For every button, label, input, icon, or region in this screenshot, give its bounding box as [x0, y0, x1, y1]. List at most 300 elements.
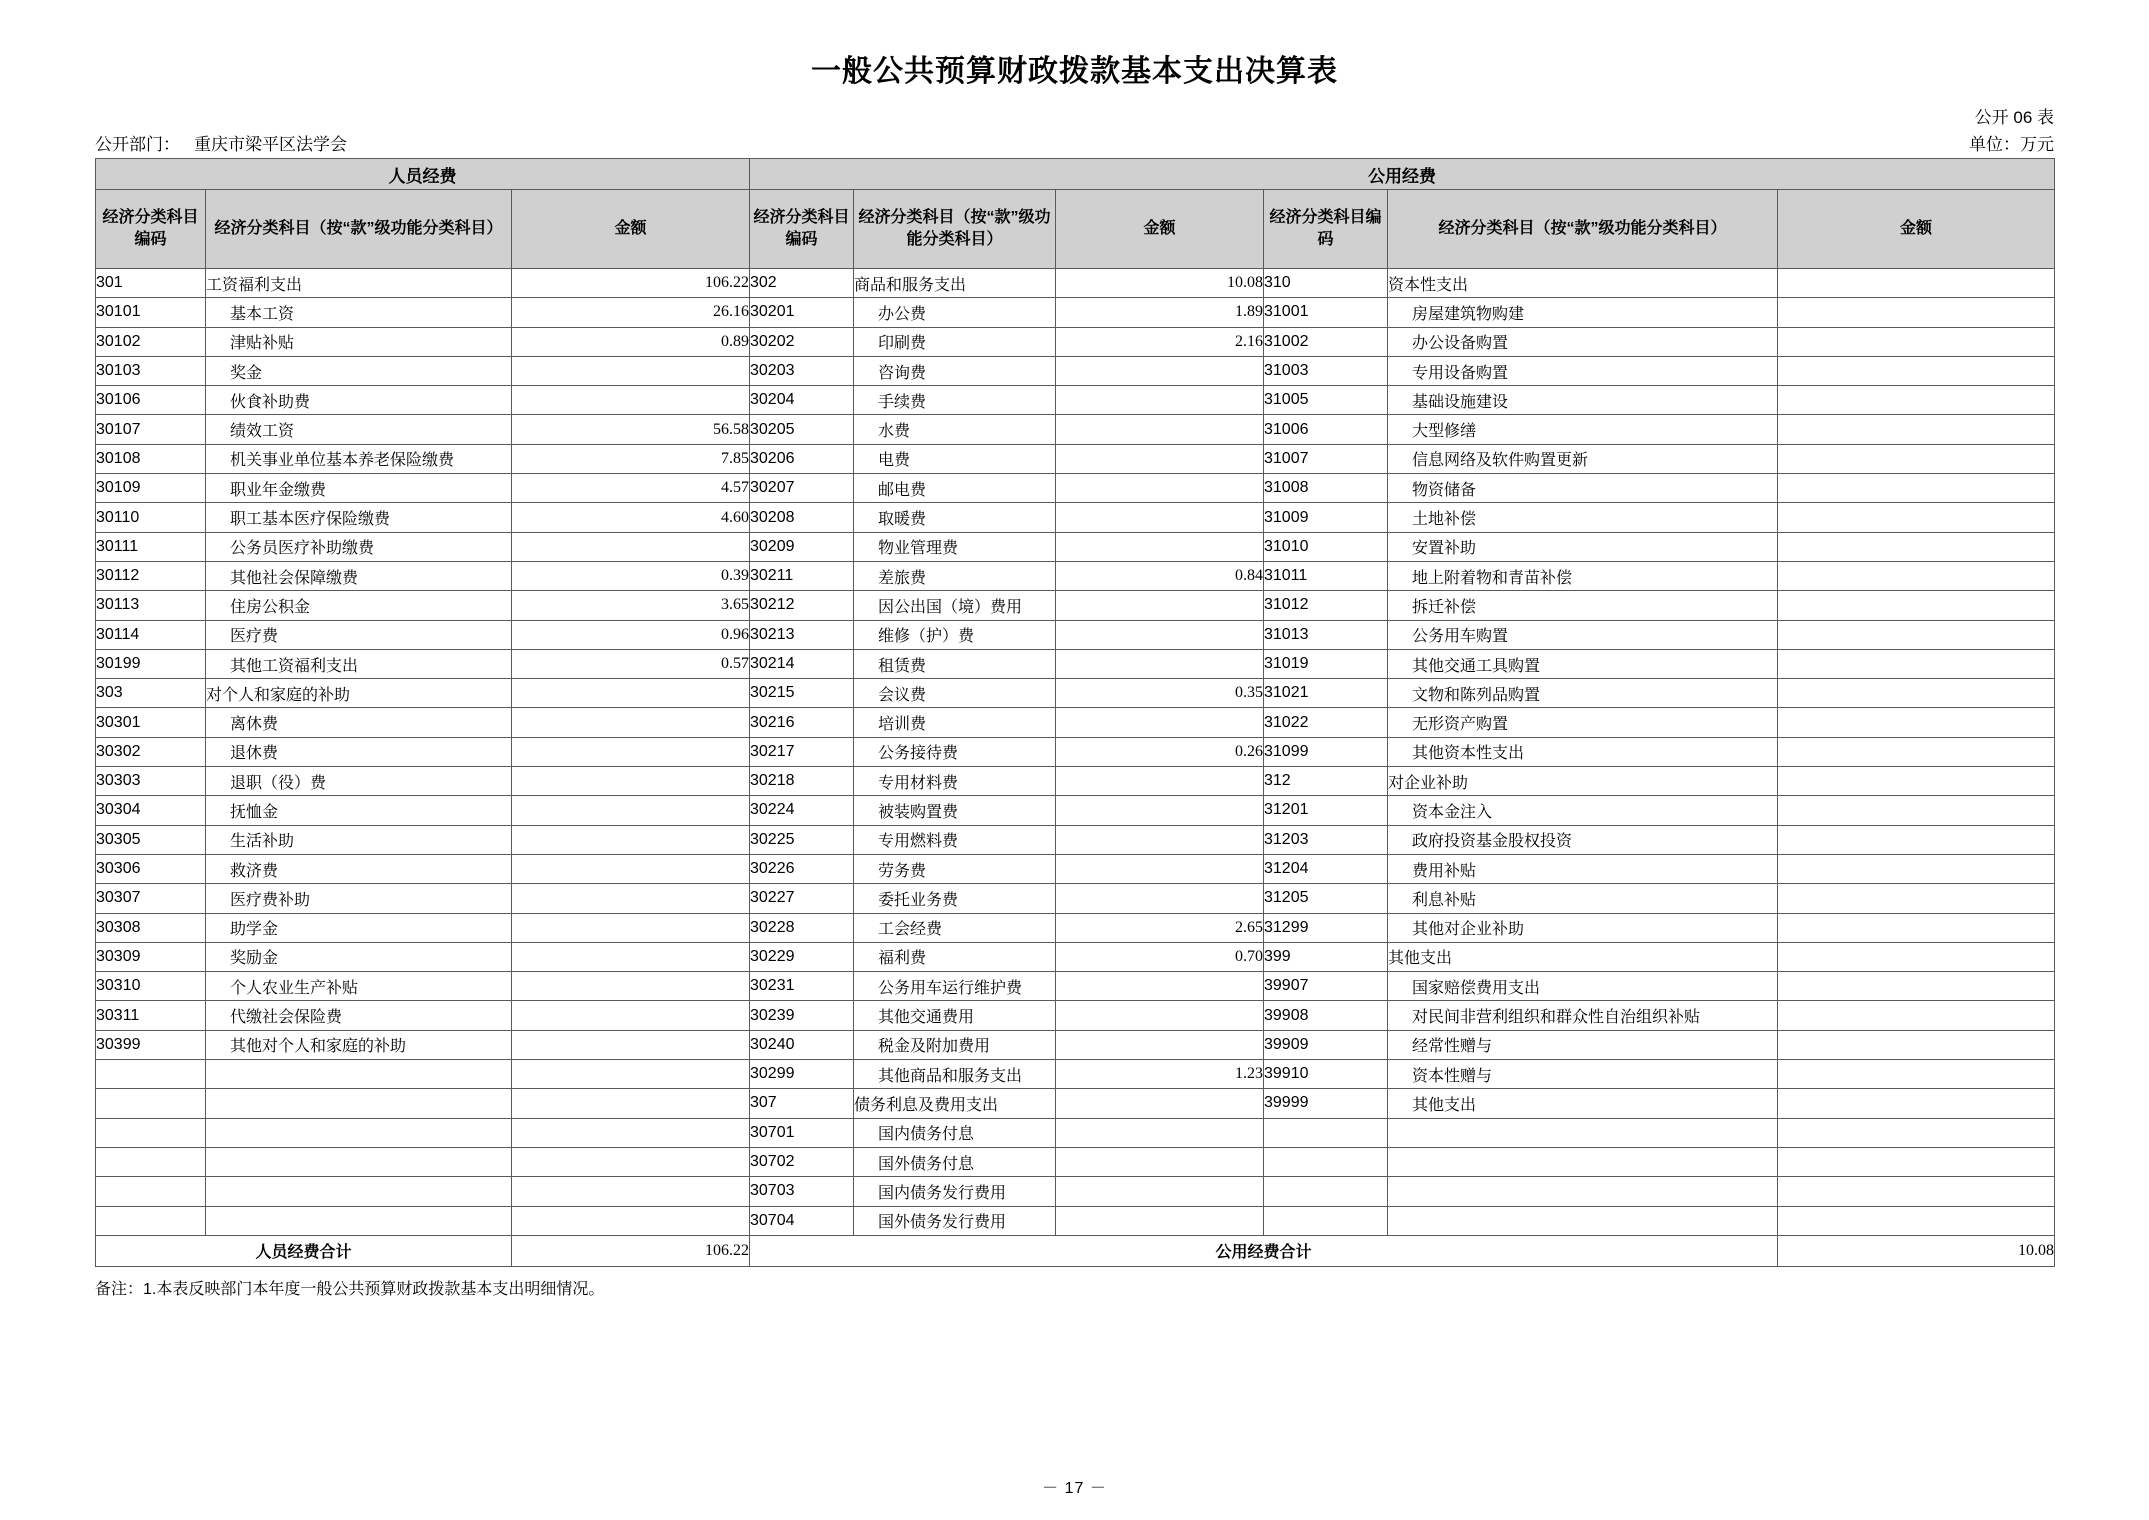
- cell-subject-name: 公务接待费: [854, 737, 1056, 766]
- cell-code: 30213: [750, 620, 854, 649]
- cell-code: 30306: [96, 854, 206, 883]
- cell-amount: [1778, 532, 2055, 561]
- table-row: [96, 591, 2055, 620]
- cell-subject-name: 伙食补助费: [206, 386, 512, 415]
- cell-amount: [1778, 298, 2055, 327]
- table-row: [96, 1060, 2055, 1089]
- cell-amount: 0.84: [1056, 561, 1264, 590]
- table-row: [96, 972, 2055, 1001]
- table-row: [96, 327, 2055, 356]
- cell-code: 39907: [1264, 972, 1388, 1001]
- cell-amount: [1778, 561, 2055, 590]
- cell-code: 30103: [96, 356, 206, 385]
- page-title: 一般公共预算财政拨款基本支出决算表: [811, 55, 1338, 88]
- cell-code: 30310: [96, 972, 206, 1001]
- cell-code: 30228: [750, 913, 854, 942]
- cell-subject-name: 取暖费: [854, 503, 1056, 532]
- cell-subject-name: 大型修缮: [1388, 415, 1778, 444]
- cell-code: 31007: [1264, 444, 1388, 473]
- cell-code: 30231: [750, 972, 854, 1001]
- cell-subject-name: 被装购置费: [854, 796, 1056, 825]
- cell-code: 30201: [750, 298, 854, 327]
- table-row: [96, 854, 2055, 883]
- table-row: [96, 825, 2055, 854]
- cell-subject-name: 助学金: [206, 913, 512, 942]
- cell-code: 30211: [750, 561, 854, 590]
- table-row: [96, 649, 2055, 678]
- cell-code: 30110: [96, 503, 206, 532]
- cell-subject-name: [1388, 1118, 1778, 1147]
- cell-code: 30209: [750, 532, 854, 561]
- cell-amount: [1778, 884, 2055, 913]
- cell-amount: [1056, 1206, 1264, 1235]
- cell-amount: [1778, 737, 2055, 766]
- cell-subject-name: 国内债务付息: [854, 1118, 1056, 1147]
- public-total-amount: 10.08: [1778, 1235, 2055, 1266]
- cell-code: 39908: [1264, 1001, 1388, 1030]
- cell-amount: 26.16: [512, 298, 750, 327]
- cell-code: 399: [1264, 942, 1388, 971]
- table-row: [96, 884, 2055, 913]
- cell-subject-name: 债务利息及费用支出: [854, 1089, 1056, 1118]
- cell-subject-name: 办公费: [854, 298, 1056, 327]
- cell-code: 30311: [96, 1001, 206, 1030]
- cell-amount: [512, 972, 750, 1001]
- cell-subject-name: 其他对企业补助: [1388, 913, 1778, 942]
- cell-code: 30229: [750, 942, 854, 971]
- cell-subject-name: 委托业务费: [854, 884, 1056, 913]
- cell-subject-name: 其他交通费用: [854, 1001, 1056, 1030]
- cell-code: 30240: [750, 1030, 854, 1059]
- cell-code: 31008: [1264, 474, 1388, 503]
- cell-subject-name: 手续费: [854, 386, 1056, 415]
- cell-amount: 0.26: [1056, 737, 1264, 766]
- cell-amount: [1778, 1089, 2055, 1118]
- cell-subject-name: 其他交通工具购置: [1388, 649, 1778, 678]
- cell-subject-name: 退职（役）费: [206, 767, 512, 796]
- department-line: [95, 131, 347, 158]
- cell-subject-name: 其他对个人和家庭的补助: [206, 1030, 512, 1059]
- cell-subject-name: 对民间非营利组织和群众性自治组织补贴: [1388, 1001, 1778, 1030]
- table-row: [96, 561, 2055, 590]
- cell-amount: [1778, 1147, 2055, 1176]
- cell-amount: [512, 532, 750, 561]
- cell-amount: 1.89: [1056, 298, 1264, 327]
- cell-code: 31201: [1264, 796, 1388, 825]
- cell-subject-name: 医疗费补助: [206, 884, 512, 913]
- cell-amount: [1778, 356, 2055, 385]
- cell-amount: [512, 796, 750, 825]
- cell-code: 30218: [750, 767, 854, 796]
- cell-code: 31010: [1264, 532, 1388, 561]
- cell-subject-name: 国外债务发行费用: [854, 1206, 1056, 1235]
- cell-subject-name: [206, 1118, 512, 1147]
- cell-code: [1264, 1177, 1388, 1206]
- cell-code: 30239: [750, 1001, 854, 1030]
- cell-code: 30208: [750, 503, 854, 532]
- cell-amount: [1778, 1118, 2055, 1147]
- cell-code: 30113: [96, 591, 206, 620]
- cell-code: 30199: [96, 649, 206, 678]
- cell-amount: [1778, 767, 2055, 796]
- header-amount-2: 金额: [1056, 190, 1264, 269]
- cell-subject-name: 劳务费: [854, 854, 1056, 883]
- cell-code: 310: [1264, 269, 1388, 298]
- cell-amount: [1056, 796, 1264, 825]
- cell-code: 31006: [1264, 415, 1388, 444]
- table-row: [96, 1001, 2055, 1030]
- cell-amount: [512, 913, 750, 942]
- cell-amount: 2.16: [1056, 327, 1264, 356]
- header-code-1: 经济分类科目编码: [96, 190, 206, 269]
- cell-code: 39999: [1264, 1089, 1388, 1118]
- cell-subject-name: 其他社会保障缴费: [206, 561, 512, 590]
- cell-code: 30299: [750, 1060, 854, 1089]
- table-row: [96, 532, 2055, 561]
- cell-subject-name: 国家赔偿费用支出: [1388, 972, 1778, 1001]
- cell-subject-name: 信息网络及软件购置更新: [1388, 444, 1778, 473]
- cell-amount: 0.39: [512, 561, 750, 590]
- cell-subject-name: [1388, 1206, 1778, 1235]
- cell-code: 31022: [1264, 708, 1388, 737]
- cell-amount: [512, 708, 750, 737]
- cell-subject-name: 公务用车购置: [1388, 620, 1778, 649]
- cell-subject-name: 无形资产购置: [1388, 708, 1778, 737]
- cell-amount: [1056, 1001, 1264, 1030]
- cell-subject-name: 救济费: [206, 854, 512, 883]
- cell-amount: 56.58: [512, 415, 750, 444]
- cell-code: 301: [96, 269, 206, 298]
- table-row: [96, 796, 2055, 825]
- cell-code: 303: [96, 679, 206, 708]
- table-row: [96, 679, 2055, 708]
- cell-subject-name: 资本性赠与: [1388, 1060, 1778, 1089]
- cell-amount: [1778, 474, 2055, 503]
- cell-code: 30102: [96, 327, 206, 356]
- cell-amount: 10.08: [1056, 269, 1264, 298]
- cell-code: 31021: [1264, 679, 1388, 708]
- cell-code: 30106: [96, 386, 206, 415]
- table-row: [96, 444, 2055, 473]
- cell-code: 31205: [1264, 884, 1388, 913]
- meta-right: [1969, 104, 2054, 158]
- cell-code: 302: [750, 269, 854, 298]
- meta-row: [95, 104, 2054, 158]
- cell-amount: 106.22: [512, 269, 750, 298]
- cell-subject-name: 住房公积金: [206, 591, 512, 620]
- cell-code: 30305: [96, 825, 206, 854]
- cell-amount: [1778, 269, 2055, 298]
- cell-code: [1264, 1206, 1388, 1235]
- cell-amount: [512, 1089, 750, 1118]
- cell-code: 30304: [96, 796, 206, 825]
- cell-amount: [512, 356, 750, 385]
- cell-code: 30111: [96, 532, 206, 561]
- cell-code: 30203: [750, 356, 854, 385]
- cell-code: 31299: [1264, 913, 1388, 942]
- cell-amount: 0.57: [512, 649, 750, 678]
- totals-row: [96, 1235, 2055, 1266]
- cell-amount: [1778, 1001, 2055, 1030]
- cell-subject-name: 专用设备购置: [1388, 356, 1778, 385]
- cell-subject-name: 电费: [854, 444, 1056, 473]
- cell-subject-name: 因公出国（境）费用: [854, 591, 1056, 620]
- cell-code: 30701: [750, 1118, 854, 1147]
- table-row: [96, 1147, 2055, 1176]
- cell-code: 30202: [750, 327, 854, 356]
- cell-amount: [1056, 854, 1264, 883]
- cell-subject-name: 专用材料费: [854, 767, 1056, 796]
- cell-subject-name: 国外债务付息: [854, 1147, 1056, 1176]
- cell-amount: [1056, 386, 1264, 415]
- cell-subject-name: 津贴补贴: [206, 327, 512, 356]
- cell-amount: [1056, 532, 1264, 561]
- cell-subject-name: 拆迁补偿: [1388, 591, 1778, 620]
- cell-code: [96, 1089, 206, 1118]
- cell-subject-name: 物资储备: [1388, 474, 1778, 503]
- cell-subject-name: 基本工资: [206, 298, 512, 327]
- cell-code: [96, 1177, 206, 1206]
- cell-subject-name: 经常性赠与: [1388, 1030, 1778, 1059]
- cell-amount: [1056, 1089, 1264, 1118]
- cell-subject-name: [206, 1147, 512, 1176]
- cell-amount: [512, 1001, 750, 1030]
- page-number: － 17 －: [1042, 1480, 1107, 1497]
- cell-code: 39910: [1264, 1060, 1388, 1089]
- table-row: [96, 737, 2055, 766]
- cell-amount: [1056, 1030, 1264, 1059]
- cell-amount: [512, 884, 750, 913]
- cell-code: 31003: [1264, 356, 1388, 385]
- cell-subject-name: 物业管理费: [854, 532, 1056, 561]
- cell-amount: [1778, 1030, 2055, 1059]
- cell-subject-name: 公务员医疗补助缴费: [206, 532, 512, 561]
- cell-subject-name: [206, 1089, 512, 1118]
- cell-amount: [1778, 913, 2055, 942]
- cell-subject-name: 印刷费: [854, 327, 1056, 356]
- cell-code: 31013: [1264, 620, 1388, 649]
- cell-amount: 0.89: [512, 327, 750, 356]
- cell-amount: [1778, 649, 2055, 678]
- cell-amount: [1778, 620, 2055, 649]
- group-header-row: [96, 159, 2055, 190]
- cell-amount: [1778, 327, 2055, 356]
- cell-amount: [1056, 1147, 1264, 1176]
- cell-subject-name: 奖金: [206, 356, 512, 385]
- cell-subject-name: 土地补偿: [1388, 503, 1778, 532]
- cell-subject-name: 机关事业单位基本养老保险缴费: [206, 444, 512, 473]
- cell-subject-name: [206, 1177, 512, 1206]
- cell-code: 30703: [750, 1177, 854, 1206]
- cell-subject-name: [1388, 1177, 1778, 1206]
- cell-subject-name: 培训费: [854, 708, 1056, 737]
- cell-code: 30307: [96, 884, 206, 913]
- cell-subject-name: 商品和服务支出: [854, 269, 1056, 298]
- cell-amount: [1778, 415, 2055, 444]
- cell-amount: [512, 1118, 750, 1147]
- cell-code: 30217: [750, 737, 854, 766]
- table-row: [96, 708, 2055, 737]
- cell-amount: [1056, 649, 1264, 678]
- budget-table: [95, 158, 2055, 1267]
- cell-code: 30207: [750, 474, 854, 503]
- cell-subject-name: 国内债务发行费用: [854, 1177, 1056, 1206]
- cell-amount: [1056, 1177, 1264, 1206]
- cell-subject-name: 维修（护）费: [854, 620, 1056, 649]
- cell-code: 31011: [1264, 561, 1388, 590]
- cell-subject-name: 资本金注入: [1388, 796, 1778, 825]
- cell-subject-name: 其他商品和服务支出: [854, 1060, 1056, 1089]
- cell-amount: 4.57: [512, 474, 750, 503]
- cell-subject-name: 税金及附加费用: [854, 1030, 1056, 1059]
- cell-amount: [1056, 972, 1264, 1001]
- cell-amount: [512, 386, 750, 415]
- cell-amount: 3.65: [512, 591, 750, 620]
- cell-code: 31009: [1264, 503, 1388, 532]
- cell-code: 312: [1264, 767, 1388, 796]
- table-row: [96, 942, 2055, 971]
- cell-code: 31012: [1264, 591, 1388, 620]
- cell-amount: [1778, 1206, 2055, 1235]
- table-row: [96, 269, 2055, 298]
- table-row: [96, 1206, 2055, 1235]
- cell-subject-name: 费用补贴: [1388, 854, 1778, 883]
- cell-subject-name: 个人农业生产补贴: [206, 972, 512, 1001]
- table-row: [96, 1177, 2055, 1206]
- cell-amount: 0.35: [1056, 679, 1264, 708]
- cell-subject-name: 水费: [854, 415, 1056, 444]
- cell-amount: [1778, 1177, 2055, 1206]
- cell-code: 30301: [96, 708, 206, 737]
- cell-amount: [1056, 884, 1264, 913]
- cell-code: 30107: [96, 415, 206, 444]
- table-row: [96, 503, 2055, 532]
- department-label: 公开部门：: [95, 135, 180, 154]
- table-note: 备注：1.本表反映部门本年度一般公共预算财政拨款基本支出明细情况。: [95, 1280, 605, 1298]
- cell-code: 31019: [1264, 649, 1388, 678]
- cell-code: 30212: [750, 591, 854, 620]
- cell-amount: [512, 1177, 750, 1206]
- cell-amount: [1778, 708, 2055, 737]
- cell-amount: [1056, 444, 1264, 473]
- cell-amount: [1056, 474, 1264, 503]
- cell-code: [96, 1118, 206, 1147]
- cell-amount: [512, 1030, 750, 1059]
- table-row: [96, 620, 2055, 649]
- group-header-public: 公用经费: [750, 159, 2055, 190]
- cell-amount: [1056, 620, 1264, 649]
- table-row: [96, 474, 2055, 503]
- cell-subject-name: 离休费: [206, 708, 512, 737]
- cell-subject-name: 文物和陈列品购置: [1388, 679, 1778, 708]
- cell-subject-name: 房屋建筑物购建: [1388, 298, 1778, 327]
- cell-subject-name: 奖励金: [206, 942, 512, 971]
- cell-code: [96, 1060, 206, 1089]
- cell-subject-name: 工会经费: [854, 913, 1056, 942]
- cell-subject-name: 其他资本性支出: [1388, 737, 1778, 766]
- form-number: 公开 06 表: [1974, 108, 2054, 127]
- cell-subject-name: 地上附着物和青苗补偿: [1388, 561, 1778, 590]
- table-row: [96, 356, 2055, 385]
- cell-code: 30108: [96, 444, 206, 473]
- cell-amount: [512, 737, 750, 766]
- cell-code: 30309: [96, 942, 206, 971]
- cell-amount: [1056, 708, 1264, 737]
- cell-amount: [512, 1206, 750, 1235]
- cell-code: 31001: [1264, 298, 1388, 327]
- cell-subject-name: 医疗费: [206, 620, 512, 649]
- cell-amount: [512, 1147, 750, 1176]
- cell-subject-name: [1388, 1147, 1778, 1176]
- cell-code: 30112: [96, 561, 206, 590]
- cell-subject-name: 资本性支出: [1388, 269, 1778, 298]
- cell-subject-name: 专用燃料费: [854, 825, 1056, 854]
- cell-subject-name: 咨询费: [854, 356, 1056, 385]
- cell-code: 30205: [750, 415, 854, 444]
- cell-subject-name: 基础设施建设: [1388, 386, 1778, 415]
- cell-subject-name: 租赁费: [854, 649, 1056, 678]
- cell-amount: [512, 825, 750, 854]
- header-amount-3: 金额: [1778, 190, 2055, 269]
- cell-code: 39909: [1264, 1030, 1388, 1059]
- cell-code: 30214: [750, 649, 854, 678]
- cell-amount: 7.85: [512, 444, 750, 473]
- cell-amount: [1778, 679, 2055, 708]
- cell-code: 30204: [750, 386, 854, 415]
- cell-code: [1264, 1118, 1388, 1147]
- cell-amount: [1056, 356, 1264, 385]
- cell-amount: 2.65: [1056, 913, 1264, 942]
- cell-code: 307: [750, 1089, 854, 1118]
- cell-amount: [1778, 854, 2055, 883]
- cell-code: 31002: [1264, 327, 1388, 356]
- cell-subject-name: 安置补助: [1388, 532, 1778, 561]
- table-row: [96, 913, 2055, 942]
- cell-subject-name: 福利费: [854, 942, 1056, 971]
- header-code-3: 经济分类科目编码: [1264, 190, 1388, 269]
- header-name-1: 经济分类科目（按“款”级功能分类科目）: [206, 190, 512, 269]
- cell-amount: [512, 767, 750, 796]
- cell-subject-name: 利息补贴: [1388, 884, 1778, 913]
- cell-amount: 1.23: [1056, 1060, 1264, 1089]
- cell-amount: 0.96: [512, 620, 750, 649]
- cell-subject-name: 对企业补助: [1388, 767, 1778, 796]
- cell-amount: [1056, 767, 1264, 796]
- cell-code: 30302: [96, 737, 206, 766]
- cell-amount: [512, 1060, 750, 1089]
- group-header-personnel: 人员经费: [96, 159, 750, 190]
- cell-subject-name: 差旅费: [854, 561, 1056, 590]
- cell-code: 30114: [96, 620, 206, 649]
- cell-amount: 4.60: [512, 503, 750, 532]
- cell-code: 30215: [750, 679, 854, 708]
- header-name-2: 经济分类科目（按“款”级功能分类科目）: [854, 190, 1056, 269]
- table-row: [96, 298, 2055, 327]
- cell-code: 31203: [1264, 825, 1388, 854]
- cell-code: 30399: [96, 1030, 206, 1059]
- cell-code: 30101: [96, 298, 206, 327]
- header-name-3: 经济分类科目（按“款”级功能分类科目）: [1388, 190, 1778, 269]
- cell-code: [1264, 1147, 1388, 1176]
- cell-subject-name: 代缴社会保险费: [206, 1001, 512, 1030]
- table-row: [96, 386, 2055, 415]
- table-row: [96, 1089, 2055, 1118]
- cell-amount: [512, 942, 750, 971]
- cell-amount: [512, 679, 750, 708]
- cell-subject-name: 对个人和家庭的补助: [206, 679, 512, 708]
- cell-code: 30308: [96, 913, 206, 942]
- cell-amount: [1056, 591, 1264, 620]
